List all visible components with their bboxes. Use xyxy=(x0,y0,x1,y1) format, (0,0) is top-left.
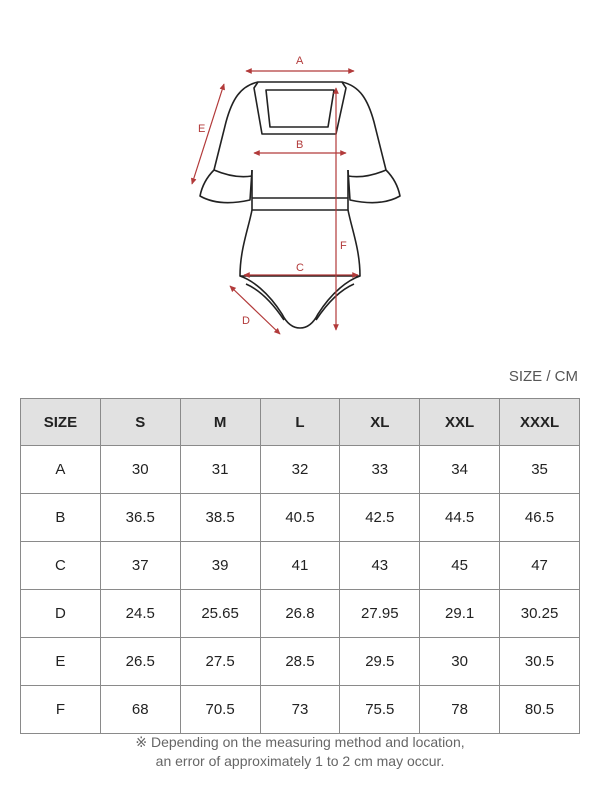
table-cell: 30.5 xyxy=(500,638,580,686)
row-label: B xyxy=(21,494,101,542)
column-header: S xyxy=(100,399,180,446)
table-cell: 35 xyxy=(500,446,580,494)
label-e: E xyxy=(198,123,206,135)
table-cell: 38.5 xyxy=(180,494,260,542)
table-header-row xyxy=(21,399,580,446)
table-cell: 27.5 xyxy=(180,638,260,686)
size-table xyxy=(20,398,580,734)
table-cell: 73 xyxy=(260,686,340,734)
label-c: C xyxy=(296,262,304,274)
table-cell: 37 xyxy=(100,542,180,590)
table-cell: 29.1 xyxy=(420,590,500,638)
table-cell: 27.95 xyxy=(340,590,420,638)
table-row xyxy=(21,590,580,638)
label-a: A xyxy=(296,55,304,67)
table-cell: 32 xyxy=(260,446,340,494)
table-cell: 80.5 xyxy=(500,686,580,734)
table-cell: 24.5 xyxy=(100,590,180,638)
garment-diagram xyxy=(180,45,420,345)
table-cell: 25.65 xyxy=(180,590,260,638)
table-cell: 70.5 xyxy=(180,686,260,734)
table-cell: 30.25 xyxy=(500,590,580,638)
table-cell: 30 xyxy=(420,638,500,686)
table-cell: 34 xyxy=(420,446,500,494)
label-f: F xyxy=(340,240,347,252)
row-label: A xyxy=(21,446,101,494)
measurement-note xyxy=(0,733,600,771)
table-cell: 46.5 xyxy=(500,494,580,542)
column-header: XXXL xyxy=(500,399,580,446)
table-cell: 26.5 xyxy=(100,638,180,686)
row-label: F xyxy=(21,686,101,734)
table-cell: 39 xyxy=(180,542,260,590)
table-row xyxy=(21,542,580,590)
column-header: SIZE xyxy=(21,399,101,446)
column-header: L xyxy=(260,399,340,446)
table-cell: 47 xyxy=(500,542,580,590)
label-d: D xyxy=(242,315,250,327)
table-cell: 44.5 xyxy=(420,494,500,542)
table-cell: 36.5 xyxy=(100,494,180,542)
table-cell: 29.5 xyxy=(340,638,420,686)
row-label: C xyxy=(21,542,101,590)
table-row xyxy=(21,638,580,686)
column-header: XXL xyxy=(420,399,500,446)
row-label: D xyxy=(21,590,101,638)
table-cell: 42.5 xyxy=(340,494,420,542)
bodysuit-outline xyxy=(200,82,400,328)
table-cell: 68 xyxy=(100,686,180,734)
table-cell: 26.8 xyxy=(260,590,340,638)
column-header: M xyxy=(180,399,260,446)
table-cell: 43 xyxy=(340,542,420,590)
table-cell: 28.5 xyxy=(260,638,340,686)
table-row xyxy=(21,686,580,734)
table-cell: 45 xyxy=(420,542,500,590)
column-header: XL xyxy=(340,399,420,446)
table-cell: 41 xyxy=(260,542,340,590)
row-label: E xyxy=(21,638,101,686)
table-cell: 33 xyxy=(340,446,420,494)
table-cell: 40.5 xyxy=(260,494,340,542)
table-cell: 30 xyxy=(100,446,180,494)
note-line-1: ※ Depending on the measuring method and location, xyxy=(135,734,465,750)
label-b: B xyxy=(296,139,304,151)
table-cell: 78 xyxy=(420,686,500,734)
table-row xyxy=(21,446,580,494)
table-cell: 31 xyxy=(180,446,260,494)
table-row xyxy=(21,494,580,542)
note-line-2: an error of approximately 1 to 2 cm may occur. xyxy=(155,753,445,769)
table-cell: 75.5 xyxy=(340,686,420,734)
unit-label: SIZE / CM xyxy=(508,368,578,385)
